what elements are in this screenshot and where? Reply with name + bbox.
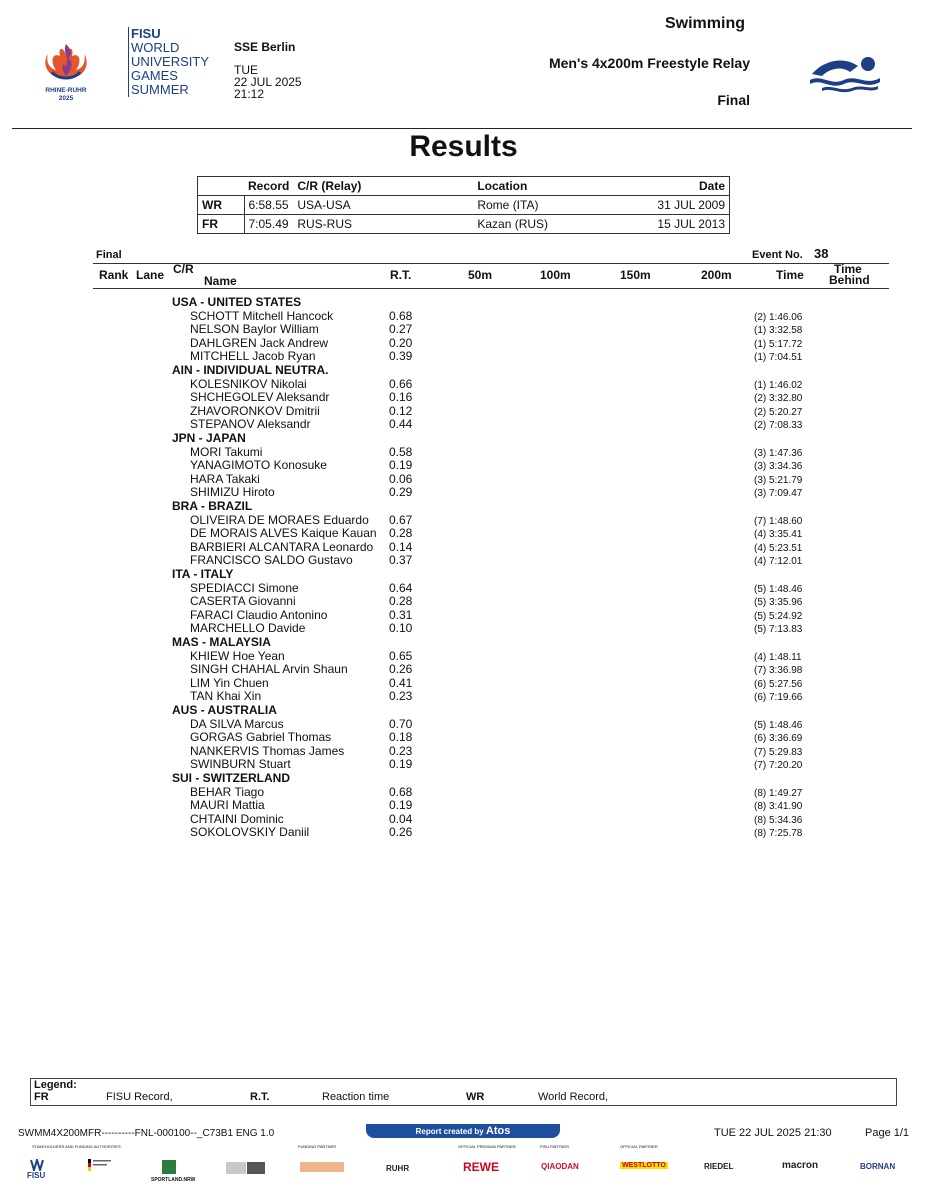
report-created-label: Report created by <box>415 1127 484 1136</box>
col-time: Time <box>776 268 804 282</box>
swimmer-reaction-time: 0.04 <box>389 811 413 826</box>
swimmer-reaction-time: 0.31 <box>389 607 413 622</box>
swimmer-name: SINGH CHAHAL Arvin Shaun <box>190 662 348 677</box>
team-name: AIN - INDIVIDUAL NEUTRA. <box>172 363 329 377</box>
cumulative-time: (8) 3:41.90 <box>754 801 803 813</box>
cumulative-time: (3) 5:21.79 <box>754 474 803 486</box>
record-time: 6:58.55 <box>244 196 293 215</box>
event-number: 38 <box>814 246 829 261</box>
cumulative-time: (7) 7:20.20 <box>754 760 803 772</box>
swimmer-name: DAHLGREN Jack Andrew <box>190 335 329 350</box>
swimmer-name: NANKERVIS Thomas James <box>190 743 345 758</box>
swimmer-reaction-time: 0.28 <box>389 526 413 541</box>
venue-date: 22 JUL 2025 <box>234 75 302 89</box>
team-name: SUI - SWITZERLAND <box>172 771 290 785</box>
sponsor-westlotto: WESTLOTTO <box>622 1162 666 1169</box>
records-table <box>197 176 730 234</box>
swimmer-reaction-time: 0.66 <box>389 376 413 391</box>
swimmer-name: DA SILVA Marcus <box>190 716 284 731</box>
swimmer-name: OLIVEIRA DE MORAES Eduardo <box>190 512 369 527</box>
swimmer-name: MORI Takumi <box>190 444 263 459</box>
swimmer-reaction-time: 0.28 <box>389 594 413 609</box>
swimmer-name: SWINBURN Stuart <box>190 757 291 772</box>
records-col-location: Location <box>477 179 528 193</box>
cumulative-time: (6) 3:36.69 <box>754 733 803 745</box>
swimmer-name: ZHAVORONKOV Dmitrii <box>190 403 320 418</box>
legend-code: R.T. <box>250 1091 270 1103</box>
cumulative-time: (2) 1:46.06 <box>754 311 803 323</box>
swimmer-name: YANAGIMOTO Konosuke <box>190 458 327 473</box>
swimmer-name: CHTAINI Dominic <box>190 811 284 826</box>
org-line-5: SUMMER <box>131 82 189 97</box>
legend-code: FR <box>34 1091 49 1103</box>
sponsor-ruhr: RUHR <box>386 1164 410 1173</box>
swimmer-name: SHCHEGOLEV Aleksandr <box>190 390 330 405</box>
record-date: 15 JUL 2013 <box>604 215 730 234</box>
report-timestamp: TUE 22 JUL 2025 21:30 <box>714 1127 832 1139</box>
cumulative-time: (3) 7:09.47 <box>754 488 803 500</box>
swimmer-name: MITCHELL Jacob Ryan <box>190 349 316 364</box>
legend-desc: FISU Record, <box>106 1091 173 1103</box>
swimmer-reaction-time: 0.19 <box>389 458 413 473</box>
records-col-record: Record <box>248 179 290 193</box>
col-time-behind-1: Time <box>834 262 862 276</box>
col-50m: 50m <box>468 268 493 282</box>
org-line-3: UNIVERSITY <box>131 54 210 69</box>
cumulative-time: (7) 5:29.83 <box>754 746 803 758</box>
swimmer-reaction-time: 0.06 <box>389 471 413 486</box>
org-line-1: FISU <box>131 26 161 41</box>
record-type: WR <box>198 196 245 215</box>
swimmer-name: BEHAR Tiago <box>190 784 265 799</box>
cumulative-time: (5) 3:35.96 <box>754 597 803 609</box>
record-row <box>198 215 730 234</box>
fisu-sponsor-icon <box>30 1158 44 1170</box>
venue-info <box>234 41 302 100</box>
document-code: SWMM4X200MFR----------FNL-000100--_C73B1 ENG 1.0 <box>18 1128 275 1139</box>
record-time: 7:05.49 <box>244 215 293 234</box>
record-date: 31 JUL 2009 <box>604 196 730 215</box>
col-lane: Lane <box>136 268 165 282</box>
swimmer-name: FRANCISCO SALDO Gustavo <box>190 553 353 568</box>
swimmer-reaction-time: 0.26 <box>389 825 413 840</box>
atos-banner <box>366 1124 560 1138</box>
swimmer-name: SOKOLOVSKIY Daniil <box>190 825 310 840</box>
cumulative-time: (8) 7:25.78 <box>754 828 803 840</box>
swimmer-reaction-time: 0.64 <box>389 580 413 595</box>
footer-caption: FUNDING PARTNER <box>298 1144 337 1149</box>
legend-code: WR <box>466 1091 485 1103</box>
cumulative-time: (1) 3:32.58 <box>754 325 803 337</box>
swimmer-reaction-time: 0.19 <box>389 757 413 772</box>
swimmer-name: STEPANOV Aleksandr <box>190 417 311 432</box>
swimmer-reaction-time: 0.14 <box>389 539 413 554</box>
swimmer-reaction-time: 0.58 <box>389 444 413 459</box>
swimmer-reaction-time: 0.68 <box>389 784 413 799</box>
event-name: Men's 4x200m Freestyle Relay <box>548 55 750 71</box>
swimmer-reaction-time: 0.39 <box>389 349 413 364</box>
record-location: Rome (ITA) <box>473 196 603 215</box>
footer-caption: FISU PARTNER <box>540 1144 569 1149</box>
rhine-ruhr-label: RHINE-RUHR <box>45 87 87 94</box>
swimming-pictogram-icon <box>808 52 884 99</box>
swimmer-reaction-time: 0.41 <box>389 675 413 690</box>
swimmer-name: GORGAS Gabriel Thomas <box>190 730 332 745</box>
atos-logo: Atos <box>485 1125 511 1137</box>
cumulative-time: (4) 1:48.11 <box>754 651 802 663</box>
swimmer-name: MARCHELLO Davide <box>190 621 306 636</box>
cumulative-time: (5) 5:24.92 <box>754 610 803 622</box>
col-name: Name <box>204 274 237 288</box>
swimmer-reaction-time: 0.70 <box>389 716 413 731</box>
sponsor-fisu: FISU <box>27 1171 46 1180</box>
swimmer-reaction-time: 0.65 <box>389 648 413 663</box>
swimmer-reaction-time: 0.23 <box>389 743 413 758</box>
cumulative-time: (5) 1:48.46 <box>754 583 803 595</box>
swimmer-name: DE MORAIS ALVES Kaique Kauan <box>190 526 377 541</box>
header-divider <box>12 128 912 129</box>
team-name: MAS - MALAYSIA <box>172 635 271 649</box>
legend-box <box>30 1078 897 1106</box>
page-title: Results <box>409 130 518 163</box>
cumulative-time: (2) 3:32.80 <box>754 393 803 405</box>
page-number: Page 1/1 <box>865 1127 910 1139</box>
cumulative-time: (8) 5:34.36 <box>754 814 803 826</box>
swimmer-name: CASERTA Giovanni <box>190 594 296 609</box>
nrw-crest-icon <box>162 1160 176 1174</box>
sponsor-bornan: BORNAN <box>860 1162 896 1171</box>
col-rank: Rank <box>99 268 129 282</box>
legend-desc: World Record, <box>538 1091 609 1103</box>
swimmer-reaction-time: 0.26 <box>389 662 413 677</box>
rhine-ruhr-logo <box>38 26 94 102</box>
sponsor-rewe: REWE <box>463 1160 499 1174</box>
results-column-header <box>93 263 889 289</box>
cumulative-time: (8) 1:49.27 <box>754 787 803 799</box>
flame-icon <box>38 26 94 82</box>
record-row <box>198 196 730 215</box>
records-col-date: Date <box>698 179 725 193</box>
cumulative-time: (3) 1:47.36 <box>754 447 803 459</box>
phase-name: Final <box>717 92 750 108</box>
swimmer-reaction-time: 0.19 <box>389 798 413 813</box>
swimmer-name: SPEDIACCI Simone <box>190 580 299 595</box>
footer-caption: OFFICIAL PREMIUM PARTNER <box>458 1144 516 1149</box>
cumulative-time: (3) 3:34.36 <box>754 461 803 473</box>
swimmer-reaction-time: 0.12 <box>389 403 413 418</box>
swimmer-name: LIM Yin Chuen <box>190 675 269 690</box>
cumulative-time: (7) 1:48.60 <box>754 515 803 527</box>
sponsor-qiaodan: QIAODAN <box>541 1162 579 1171</box>
records-col-cr: C/R (Relay) <box>297 179 362 193</box>
sponsor-sportland: SPORTLAND.NRW <box>151 1177 196 1183</box>
cumulative-time: (5) 7:13.83 <box>754 624 803 636</box>
swimmer-name: TAN Khai Xin <box>190 689 262 704</box>
swimmer-name: MAURI Mattia <box>190 798 265 813</box>
rhine-ruhr-year: 2025 <box>58 95 74 102</box>
event-number-label: Event No. <box>752 249 803 261</box>
sponsor-riedel: RIEDEL <box>704 1162 734 1171</box>
record-cr: USA-USA <box>293 196 473 215</box>
team-name: USA - UNITED STATES <box>172 295 302 309</box>
col-200m: 200m <box>701 268 732 282</box>
cumulative-time: (7) 3:36.98 <box>754 665 803 677</box>
cumulative-time: (4) 5:23.51 <box>754 542 803 554</box>
cumulative-time: (1) 1:46.02 <box>754 379 803 391</box>
team-name: ITA - ITALY <box>172 567 234 581</box>
col-rt: R.T. <box>390 268 412 282</box>
swimmer-reaction-time: 0.10 <box>389 621 413 636</box>
records-header-row <box>198 177 730 196</box>
swimmer-name: SHIMIZU Hiroto <box>190 485 275 500</box>
swimmer-name: KOLESNIKOV Nikolai <box>190 376 307 391</box>
cumulative-time: (5) 1:48.46 <box>754 719 803 731</box>
cumulative-time: (4) 7:12.01 <box>754 556 803 568</box>
team-name: JPN - JAPAN <box>172 431 246 445</box>
university-logo-icon <box>226 1162 246 1174</box>
swimmer-name: SCHOTT Mitchell Hancock <box>190 308 334 323</box>
org-line-2: WORLD <box>131 40 180 55</box>
sport-name: Swimming <box>664 15 745 32</box>
record-cr: RUS-RUS <box>293 215 473 234</box>
col-cr: C/R <box>173 262 194 276</box>
swimmer-reaction-time: 0.37 <box>389 553 413 568</box>
record-type: FR <box>198 215 245 234</box>
org-line-4: GAMES <box>131 68 178 83</box>
legend-desc: Reaction time <box>322 1091 390 1103</box>
swimmer-reaction-time: 0.67 <box>389 512 413 527</box>
cumulative-time: (1) 5:17.72 <box>754 338 803 350</box>
col-time-behind-2: Behind <box>829 273 870 287</box>
fisu-org-name <box>128 27 209 97</box>
col-150m: 150m <box>620 268 651 282</box>
cumulative-time: (1) 7:04.51 <box>754 352 803 364</box>
cumulative-time: (2) 7:08.33 <box>754 420 803 432</box>
cumulative-time: (6) 5:27.56 <box>754 678 803 690</box>
cumulative-time: (2) 5:20.27 <box>754 406 803 418</box>
swimmer-name: BARBIERI ALCANTARA Leonardo <box>190 539 374 554</box>
col-100m: 100m <box>540 268 571 282</box>
venue-name: SSE Berlin <box>234 40 296 54</box>
swimmer-reaction-time: 0.16 <box>389 390 413 405</box>
swimmer-reaction-time: 0.18 <box>389 730 413 745</box>
swimmer-name: KHIEW Hoe Yean <box>190 648 285 663</box>
record-location: Kazan (RUS) <box>473 215 603 234</box>
cumulative-time: (6) 7:19.66 <box>754 692 803 704</box>
swimmer-name: HARA Takaki <box>190 471 260 486</box>
results-body <box>0 296 927 856</box>
federal-eagle-icon <box>88 1157 114 1183</box>
stiftung-logo-icon <box>300 1162 344 1172</box>
swimmer-reaction-time: 0.23 <box>389 689 413 704</box>
footer-caption: STAKEHOLDERS AND FUNDING AUTHORITIES <box>32 1144 121 1149</box>
swimmer-reaction-time: 0.68 <box>389 308 413 323</box>
swimmer-reaction-time: 0.20 <box>389 335 413 350</box>
section-label: Final <box>96 249 122 261</box>
team-name: AUS - AUSTRALIA <box>172 703 277 717</box>
swimmer-reaction-time: 0.27 <box>389 322 413 337</box>
legend-title: Legend: <box>34 1079 77 1091</box>
swimmer-reaction-time: 0.29 <box>389 485 413 500</box>
adh-logo-icon <box>247 1162 265 1174</box>
team-name: BRA - BRAZIL <box>172 499 253 513</box>
footer-caption: OFFICIAL PARTNER <box>620 1144 658 1149</box>
venue-time: 21:12 <box>234 87 265 101</box>
swimmer-name: FARACI Claudio Antonino <box>190 607 328 622</box>
cumulative-time: (4) 3:35.41 <box>754 529 803 541</box>
swimmer-name: NELSON Baylor William <box>190 322 319 337</box>
sponsor-macron: macron <box>782 1160 819 1171</box>
swimmer-reaction-time: 0.44 <box>389 417 413 432</box>
venue-day: TUE <box>234 63 258 77</box>
